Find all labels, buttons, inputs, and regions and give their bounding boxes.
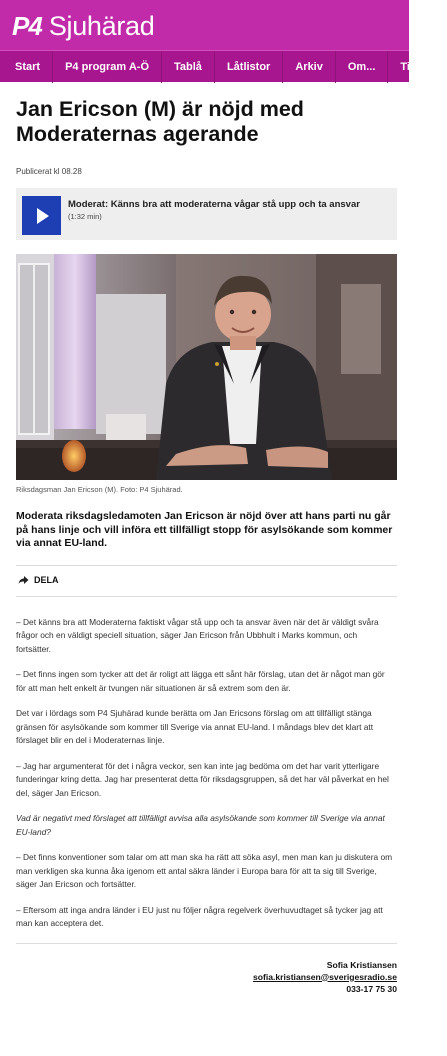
- nav-item-tipsa[interactable]: Tipsa!: [400, 60, 433, 73]
- author-name: Sofia Kristiansen: [326, 959, 397, 970]
- body-paragraph: – Det finns konventioner som talar om att man ska ha rätt att söka asyl, men man kan ju diskutera om man verkligen ska kunna åka igenom ett antal säkra länder i Europa bara för att ta sig till Sverige, säger Jan Ericson och fortsätter.: [16, 852, 393, 889]
- site-header: [0, 0, 409, 50]
- station-name: Sjuhärad: [48, 11, 155, 41]
- p4-logo: P4: [12, 11, 42, 41]
- body-paragraph: Det var i lördags som P4 Sjuhärad kunde berätta om Jan Ericsons förslag om att tillfälligt stänga gränsen för asylsökande som kommer till Sverige via annat EU-land. I måndags blev det klart att förslaget blir en del i Moderaternas linje.: [16, 708, 374, 745]
- nav-item-tabla[interactable]: Tablå: [162, 51, 215, 83]
- body-paragraph: – Det finns ingen som tycker att det är roligt att lägga ett sånt här förslag, utan det är något man gör för att man helt enkelt är tvungen när situationen är så extrem som den är.: [16, 669, 385, 693]
- audio-title[interactable]: Moderat: Känns bra att moderaterna vågar stå upp och ta ansvar: [68, 199, 360, 210]
- audio-player: [16, 188, 397, 240]
- nav-item-program[interactable]: P4 program A-Ö: [53, 51, 162, 83]
- article-lead: Moderata riksdagsledamoten Jan Ericson är nöjd över att hans parti nu går på hans linje och vill införa ett tillfälligt stopp för asylsökande som kommer via annat EU-land.: [16, 510, 393, 549]
- site-logo[interactable]: [12, 11, 155, 42]
- share-button[interactable]: DELA: [34, 574, 59, 585]
- play-button[interactable]: [22, 196, 61, 235]
- body-paragraph: – Eftersom att inga andra länder i EU just nu följer några regelverk överhuvudtaget så tycker jag att man kan acceptera det.: [16, 904, 383, 928]
- body-paragraph: – Det känns bra att Moderaterna faktiskt vågar stå upp och ta ansvar även när det är väldigt svåra frågor och en väldigt speciell situation, säger Jan Ericson från Ubbhult i Marks kommun, och fortsätter.: [16, 616, 379, 654]
- nav-item-start[interactable]: Start: [0, 51, 53, 83]
- article: [0, 97, 409, 995]
- portrait-image: [16, 254, 397, 480]
- main-nav: [0, 50, 433, 82]
- author-email-link[interactable]: sofia.kristiansen@sverigesradio.se: [252, 971, 397, 982]
- publish-time: Publicerat kl 08.28: [16, 167, 82, 176]
- nav-item-om[interactable]: Om...: [336, 51, 389, 83]
- body-paragraph: – Jag har argumenterat för det i några veckor, sen kan inte jag bedöma om det har varit ytterligare funderingar kring detta. Jag har presenterat detta för riksdagsgruppen, så det har väl påverkat en hel del, säger Jan Ericson.: [16, 760, 389, 798]
- share-icon[interactable]: [18, 575, 29, 585]
- photo-caption: Riksdagsman Jan Ericson (M). Foto: P4 Sjuhärad.: [16, 485, 183, 494]
- nav-item-latlistor[interactable]: Låtlistor: [215, 51, 283, 83]
- author-phone: 033-17 75 30: [346, 983, 397, 994]
- article-title: Jan Ericson (M) är nöjd med Moderaternas agerande: [16, 97, 304, 146]
- share-bar: [16, 565, 397, 597]
- author-byline: [16, 959, 397, 995]
- article-body: [16, 616, 394, 931]
- divider: [16, 943, 397, 944]
- interview-question: Vad är negativt med förslaget att tillfälligt avvisa alla asylsökande som kommer till Sverige via annat EU-land?: [16, 813, 385, 837]
- nav-item-arkiv[interactable]: Arkiv: [283, 51, 336, 83]
- article-photo: [16, 254, 397, 480]
- audio-duration: (1:32 min): [68, 212, 102, 221]
